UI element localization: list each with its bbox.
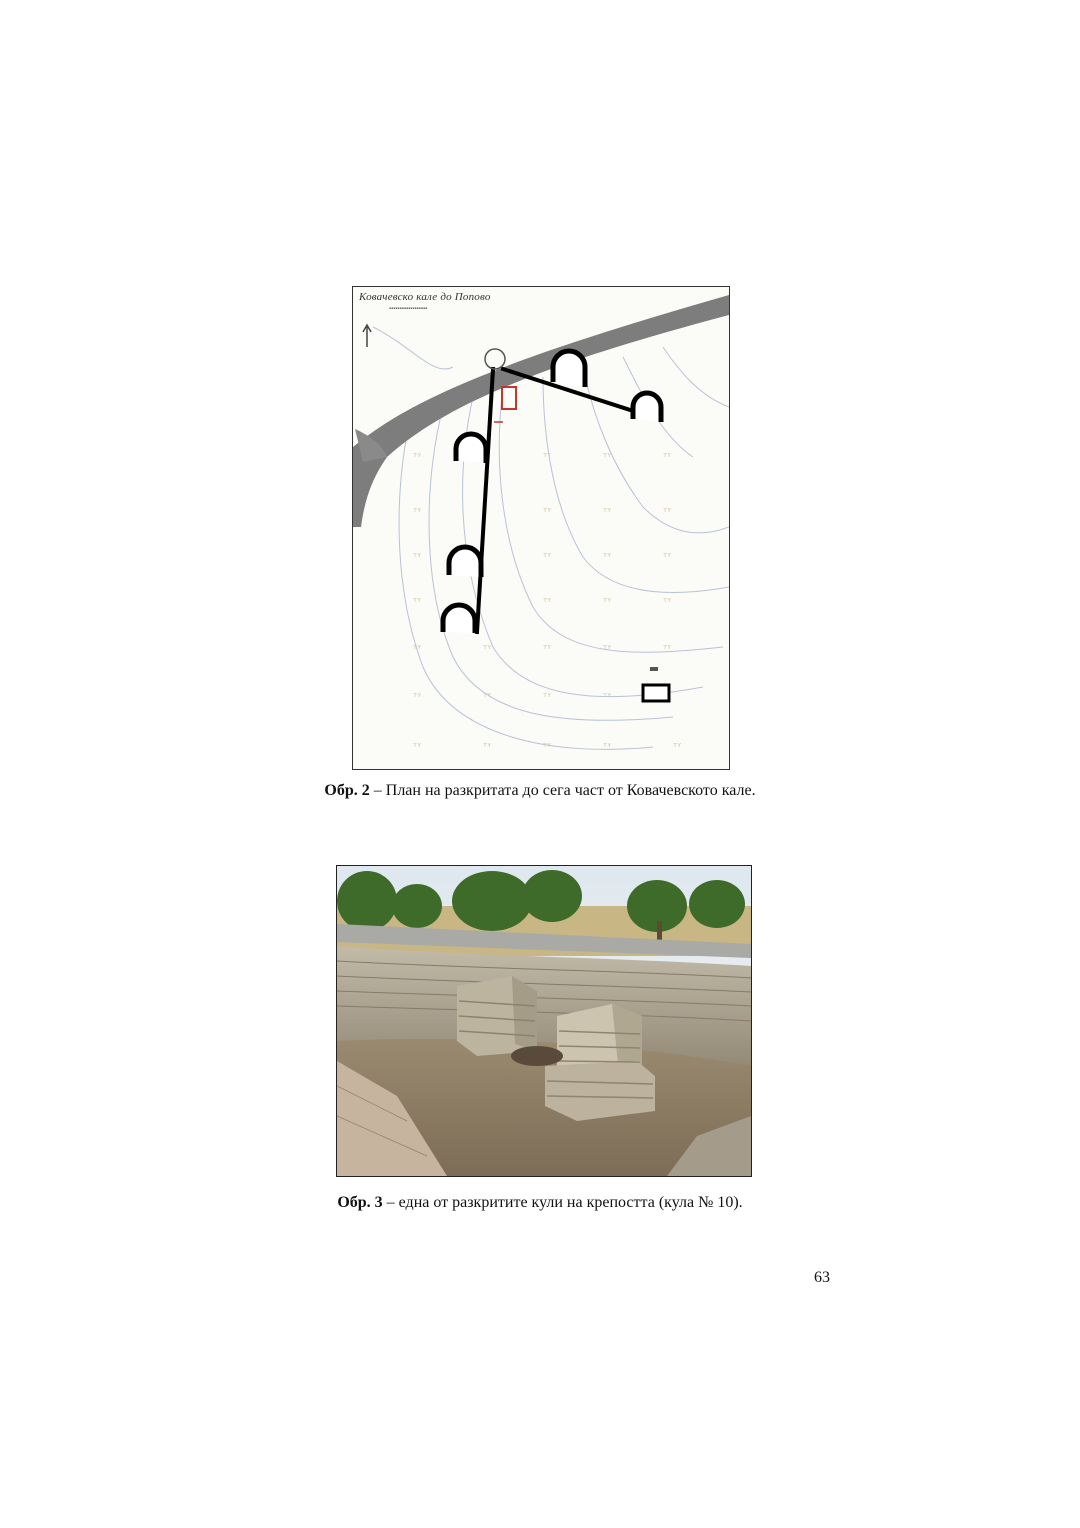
svg-text:ᴛʏ: ᴛʏ (663, 506, 672, 514)
svg-text:ᴛʏ: ᴛʏ (603, 691, 612, 699)
small-building (643, 685, 669, 701)
svg-text:ᴛʏ: ᴛʏ (483, 643, 492, 651)
svg-text:ᴛʏ: ᴛʏ (663, 643, 672, 651)
north-arrow-icon (363, 325, 371, 347)
svg-text:ᴛʏ: ᴛʏ (663, 596, 672, 604)
svg-text:ᴛʏ: ᴛʏ (483, 691, 492, 699)
svg-text:ᴛʏ: ᴛʏ (413, 596, 422, 604)
svg-text:ᴛʏ: ᴛʏ (543, 741, 552, 749)
gate-marker (485, 349, 505, 369)
svg-text:ᴛʏ: ᴛʏ (603, 643, 612, 651)
svg-text:ᴛʏ: ᴛʏ (603, 596, 612, 604)
svg-text:ᴛʏ: ᴛʏ (603, 551, 612, 559)
caption-text: – една от разкритите кули на крепостта (кула № 10). (382, 1194, 743, 1211)
svg-text:ᴛʏ: ᴛʏ (543, 551, 552, 559)
tower-photo-image (337, 866, 751, 1176)
fortress-plan-figure (352, 286, 730, 770)
excavation-area (502, 387, 516, 409)
figure-2-caption (0, 781, 1080, 801)
road (353, 295, 729, 527)
figure-3-caption (0, 1193, 1080, 1213)
caption-label: Обр. 3 (337, 1194, 383, 1211)
svg-text:ᴛʏ: ᴛʏ (413, 551, 422, 559)
svg-text:ᴛʏ: ᴛʏ (413, 643, 422, 651)
svg-text:ᴛʏ: ᴛʏ (603, 506, 612, 514)
svg-text:ᴛʏ: ᴛʏ (543, 643, 552, 651)
map-title: Ковачевско кале до Попово (359, 291, 491, 303)
map-subtitle-illegible: ▪▪▪▪▪▪▪▪▪▪▪▪▪▪▪▪▪▪ (389, 306, 428, 312)
caption-text: – План на разкритата до сега част от Ковачевското кале. (369, 782, 756, 799)
svg-text:ᴛʏ: ᴛʏ (603, 451, 612, 459)
svg-text:ᴛʏ: ᴛʏ (543, 451, 552, 459)
svg-text:ᴛʏ: ᴛʏ (603, 741, 612, 749)
svg-text:ᴛʏ: ᴛʏ (543, 506, 552, 514)
svg-text:ᴛʏ: ᴛʏ (673, 741, 682, 749)
tower-photograph (336, 865, 752, 1177)
svg-text:ᴛʏ: ᴛʏ (543, 691, 552, 699)
page-number: 63 (814, 1269, 830, 1286)
svg-text:ᴛʏ: ᴛʏ (413, 451, 422, 459)
fortress-plan-drawing (353, 287, 729, 769)
svg-text:ᴛʏ: ᴛʏ (483, 741, 492, 749)
svg-text:ᴛʏ: ᴛʏ (413, 691, 422, 699)
svg-text:ᴛʏ: ᴛʏ (413, 506, 422, 514)
svg-text:ᴛʏ: ᴛʏ (663, 551, 672, 559)
caption-label: Обр. 2 (324, 782, 370, 799)
svg-text:ᴛʏ: ᴛʏ (413, 741, 422, 749)
svg-text:ᴛʏ: ᴛʏ (663, 451, 672, 459)
svg-text:ᴛʏ: ᴛʏ (543, 596, 552, 604)
